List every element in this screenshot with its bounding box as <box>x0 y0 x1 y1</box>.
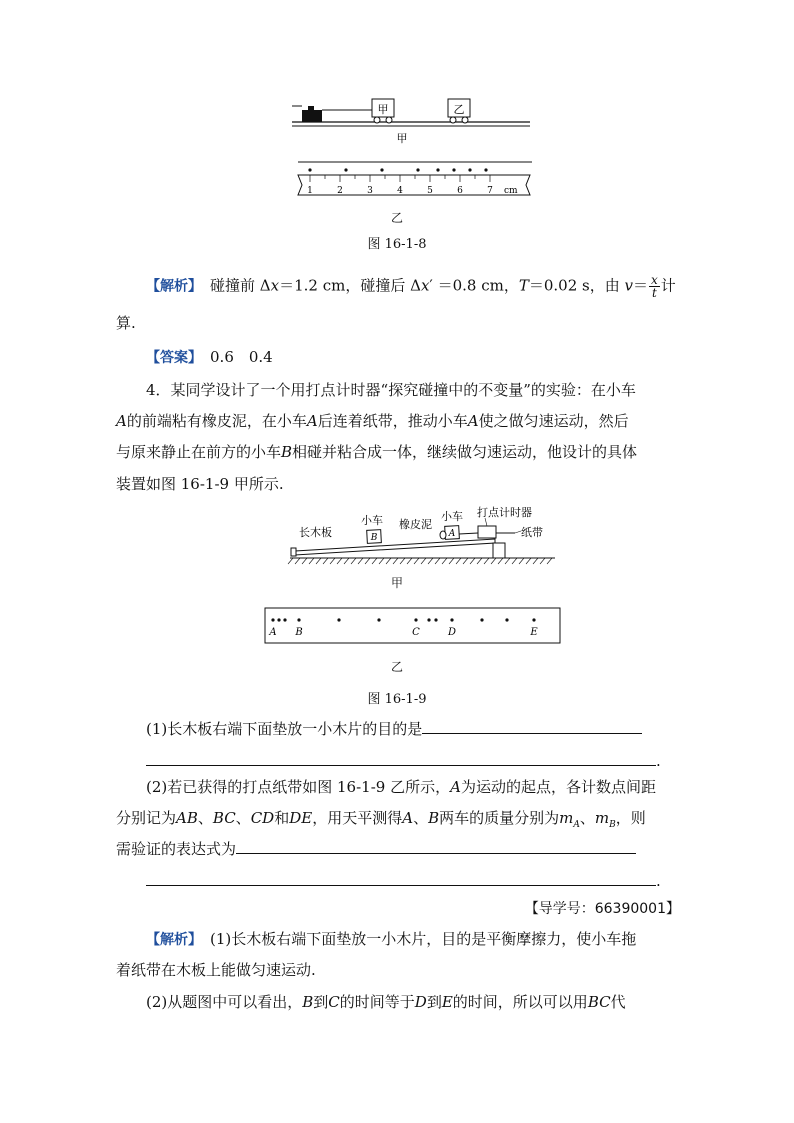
tape-label: A <box>269 627 277 638</box>
ground-hatch <box>498 558 503 564</box>
ruler-label: 7 <box>487 186 493 196</box>
ground-hatch <box>512 558 517 564</box>
sub1-line1: (1)长木板右端下面垫放一小木片的目的是 <box>146 719 711 739</box>
ground-hatch <box>288 558 293 564</box>
ground-hatch <box>540 558 545 564</box>
ruler-unit: cm <box>504 186 518 196</box>
ground-hatch <box>435 558 440 564</box>
cart-a-letter: A <box>448 529 456 539</box>
answer-blank-2a[interactable] <box>236 839 636 854</box>
timer <box>478 526 496 538</box>
fig2-sub-a: 甲 <box>390 576 403 590</box>
sub2-line3: 需验证的表达式为 <box>116 839 681 859</box>
q4-line2: A的前端粘有橡皮泥，在小车A后连着纸带，推动小车A使之做匀速运动，然后 <box>116 412 629 430</box>
analysis-2-line1: 【解析】 (1)长木板右端下面垫放一小木片，目的是平衡摩擦力，使小车拖 <box>146 930 637 948</box>
ground-hatch <box>379 558 384 564</box>
tape-dot <box>414 618 417 621</box>
ground-hatch <box>484 558 489 564</box>
ground-hatch <box>414 558 419 564</box>
tape-dot <box>427 618 430 621</box>
ground-hatch <box>302 558 307 564</box>
answer-blank-2b[interactable] <box>146 885 656 886</box>
ground-hatch <box>547 558 552 564</box>
tape-label: E <box>530 627 538 638</box>
figure-16-1-9-tape <box>264 607 562 645</box>
label-cart-a: 小车 <box>441 510 463 523</box>
ground-hatch <box>386 558 391 564</box>
label-cart-b: 小车 <box>361 514 383 527</box>
ruler-label: 5 <box>427 186 433 196</box>
tape-dot <box>277 618 280 621</box>
q4-line4: 装置如图 16-1-9 甲所示. <box>116 475 284 493</box>
fig2-sub-b: 乙 <box>390 660 403 674</box>
ground-hatch <box>337 558 342 564</box>
ruler-label: 4 <box>397 186 403 196</box>
ruler-label: 2 <box>337 186 343 196</box>
label-putty: 橡皮泥 <box>399 518 432 531</box>
answer-blank-1b[interactable] <box>146 765 656 766</box>
q4-line3: 与原来静止在前方的小车B相碰并粘合成一体，继续做匀速运动，他设计的具体 <box>116 443 638 461</box>
tape-dot <box>297 618 300 621</box>
cart-yi-label: 乙 <box>453 103 465 116</box>
ground-hatch <box>421 558 426 564</box>
tape-label: B <box>295 627 303 638</box>
sub2-line1: (2)若已获得的打点纸带如图 16-1-9 乙所示，A为运动的起点，各计数点间距 <box>146 778 656 796</box>
tape-dot <box>377 618 380 621</box>
ground-hatch <box>295 558 300 564</box>
analysis-1-line2: 算. <box>116 314 136 332</box>
ground-hatch <box>323 558 328 564</box>
figure-16-1-8-apparatus <box>280 92 550 210</box>
ground-hatch <box>491 558 496 564</box>
ground-hatch <box>463 558 468 564</box>
tape-dot <box>480 618 483 621</box>
timer-block <box>302 110 322 122</box>
long-board <box>295 539 495 555</box>
tape-label: D <box>447 627 457 638</box>
tape-label: C <box>412 627 420 638</box>
ruler-label: 3 <box>367 186 373 196</box>
ground-hatch <box>449 558 454 564</box>
ground-hatch <box>358 558 363 564</box>
label-long-board: 长木板 <box>299 526 332 539</box>
label-tape: 纸带 <box>521 526 543 539</box>
tape-dot <box>337 618 340 621</box>
guide-number: 【导学号：66390001】 <box>524 901 680 917</box>
ruler <box>298 175 530 195</box>
tape-dot <box>505 618 508 621</box>
ground-hatch <box>470 558 475 564</box>
ground-hatch <box>477 558 482 564</box>
ground-hatch <box>519 558 524 564</box>
answer-blank-1a[interactable] <box>422 719 642 734</box>
tape-dot <box>271 618 274 621</box>
tape-dot <box>434 618 437 621</box>
ground-hatch <box>456 558 461 564</box>
fig1-sub-a: 甲 <box>396 132 408 145</box>
ground-hatch <box>351 558 356 564</box>
cart-jia-label: 甲 <box>377 103 389 116</box>
fig1-sub-b: 乙 <box>390 211 403 225</box>
tape-dot <box>450 618 453 621</box>
tape-dot <box>283 618 286 621</box>
ground-hatch <box>400 558 405 564</box>
analysis-1-line1: 【解析】 碰撞前 Δx＝1.2 cm，碰撞后 Δx′ ＝0.8 cm，T＝0.02 s，由 v＝ $\frac{x}{t}$ 计 <box>146 273 676 300</box>
ground-hatch <box>316 558 321 564</box>
ground-hatch <box>365 558 370 564</box>
fig1-caption: 图 16-1-8 <box>367 237 427 252</box>
ground-hatch <box>330 558 335 564</box>
ground-hatch <box>505 558 510 564</box>
analysis-2-line3: (2)从题图中可以看出，B到C的时间等于D到E的时间，所以可以用BC代 <box>146 993 626 1011</box>
cart-b-letter: B <box>370 533 378 543</box>
q4-line1: 4．某同学设计了一个用打点计时器“探究碰撞中的不变量”的实验：在小车 <box>146 381 636 399</box>
answer-1: 【答案】 0.6 0.4 <box>146 348 273 366</box>
fraction-x-over-t: $\frac{x}{t}$ <box>651 273 658 300</box>
ground-hatch <box>372 558 377 564</box>
ground-hatch <box>309 558 314 564</box>
ground-hatch <box>526 558 531 564</box>
ground-hatch <box>533 558 538 564</box>
sub1-end: . <box>656 752 661 770</box>
ground-hatch <box>344 558 349 564</box>
label-timer: 打点计时器 <box>477 506 532 519</box>
ruler-label: 1 <box>307 186 313 196</box>
ruler-label: 6 <box>457 186 463 196</box>
sub2-line2: 分别记为AB、BC、CD和DE，用天平测得A、B两车的质量分别为$m_A$、$m_B$，则 <box>116 809 646 830</box>
ground-hatch <box>442 558 447 564</box>
fig2-caption: 图 16-1-9 <box>367 692 427 707</box>
ground-hatch <box>393 558 398 564</box>
sub2-end: . <box>656 872 661 890</box>
ground-hatch <box>407 558 412 564</box>
ground-hatch <box>428 558 433 564</box>
analysis-2-line2: 着纸带在木板上能做匀速运动. <box>116 961 316 979</box>
figure-16-1-9-apparatus <box>285 506 560 574</box>
tape-dot <box>532 618 535 621</box>
